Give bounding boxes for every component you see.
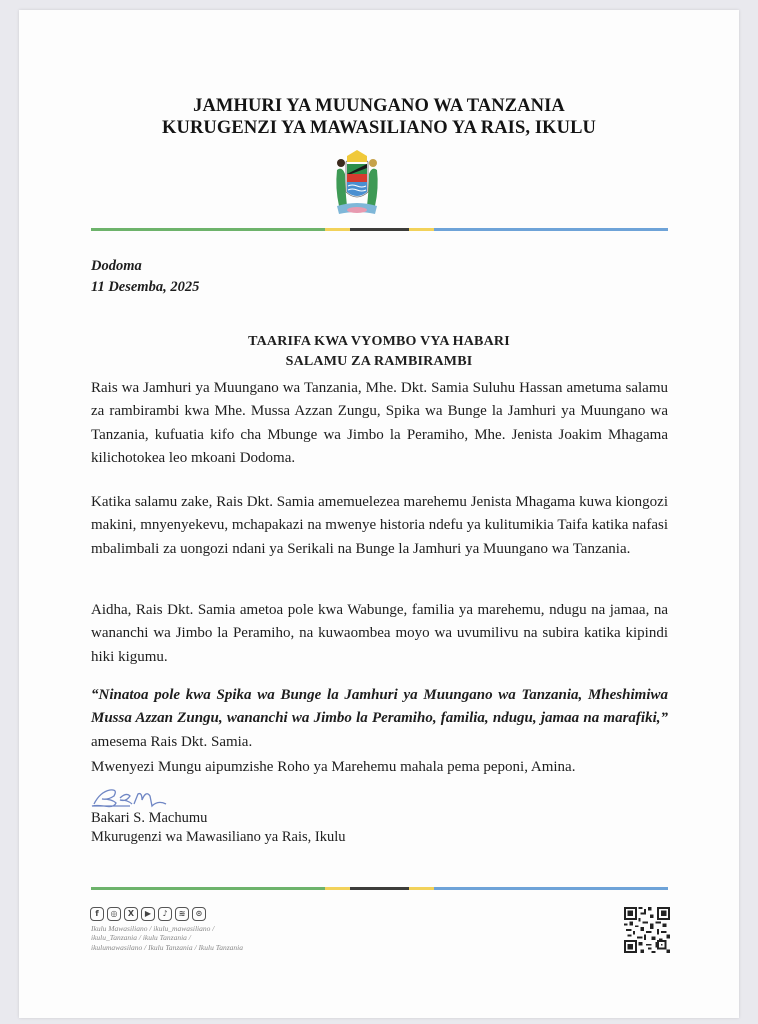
facebook-icon[interactable]: f — [90, 907, 104, 921]
footer-divider — [91, 887, 668, 890]
tiktok-icon[interactable]: ♪ — [158, 907, 172, 921]
paragraph-1: Rais wa Jamhuri ya Muungano wa Tanzania, Mhe. Dkt. Samia Suluhu Hassan ametuma salamu za rambirambi kwa Mhe. Mussa Azzan Zungu, Spika wa Bunge la Jamhuri ya Muungano wa Tanzania, kufuatia kifo cha Mbunge wa Jimbo la Peramiho, Mhe. Jenista Joakim Mhagama kilichotokea leo mkoani Dodoma. — [91, 380, 668, 466]
handles-line-3: ikulumawasilano / Ikulu Tanzania / Ikulu Tanzania — [91, 942, 243, 952]
coat-of-arms-icon — [333, 148, 381, 216]
quote-paragraph — [91, 684, 668, 754]
handles-line-1: Ikulu Mawasiliano / ikulu_mawasiliano / — [91, 924, 215, 933]
podcast-icon[interactable]: ⊙ — [192, 907, 206, 921]
social-icons — [90, 907, 206, 921]
paragraph-3: Aidha, Rais Dkt. Samia ametoa pole kwa Wabunge, familia ya marehemu, ndugu na jamaa, na wananchi wa Jimbo la Peramiho, na kuwaombea moyo wa uvumilivu na subira katika kipindi hiki kigumu. — [91, 602, 668, 665]
signer-position: Mkurugenzi wa Mawasiliano ya Rais, Ikulu — [91, 829, 346, 845]
letterhead-divider — [91, 228, 668, 231]
quote-text: “Ninatoa pole kwa Spika wa Bunge la Jamhuri ya Muungano wa Tanzania, Mheshimiwa Mussa Azzan Zungu, wananchi wa Jimbo la Peramiho, familia, ndugu, jamaa na marafiki,” — [91, 687, 668, 727]
social-handles — [91, 924, 281, 952]
place: Dodoma — [91, 258, 142, 274]
paragraph-2: Katika salamu zake, Rais Dkt. Samia amemuelezea marehemu Jenista Mhagama kuwa kiongozi makini, mnyenyekevu, mchapakazi na mwenye historia ndefu ya kulitumikia Taifa katika nafasi mbalimbali za uongozi ndani ya Serikali na Bunge la Jamhuri ya Muungano wa Tanzania. — [91, 494, 668, 557]
signer-name: Bakari S. Machumu — [91, 810, 208, 826]
letterhead-line-2: KURUGENZI YA MAWASILIANO YA RAIS, IKULU — [162, 118, 596, 138]
date: 11 Desemba, 2025 — [91, 279, 200, 295]
qr-code-icon[interactable] — [624, 907, 670, 953]
instagram-icon[interactable]: ◎ — [107, 907, 121, 921]
x-icon[interactable]: X — [124, 907, 138, 921]
spotify-icon[interactable]: ≋ — [175, 907, 189, 921]
youtube-icon[interactable]: ▶ — [141, 907, 155, 921]
handwritten-signature — [90, 784, 172, 812]
release-subtitle: SALAMU ZA RAMBIRAMBI — [285, 354, 473, 369]
letterhead-line-1: JAMHURI YA MUUNGANO WA TANZANIA — [193, 96, 565, 116]
release-title: TAARIFA KWA VYOMBO VYA HABARI — [248, 334, 510, 349]
handles-line-2: ikulu_Tanzania / ikulu Tanzania / — [91, 933, 191, 943]
closing-paragraph: Mwenyezi Mungu aipumzishe Roho ya Marehemu mahala pema peponi, Amina. — [91, 759, 576, 775]
quote-attribution: amesema Rais Dkt. Samia. — [91, 733, 253, 750]
